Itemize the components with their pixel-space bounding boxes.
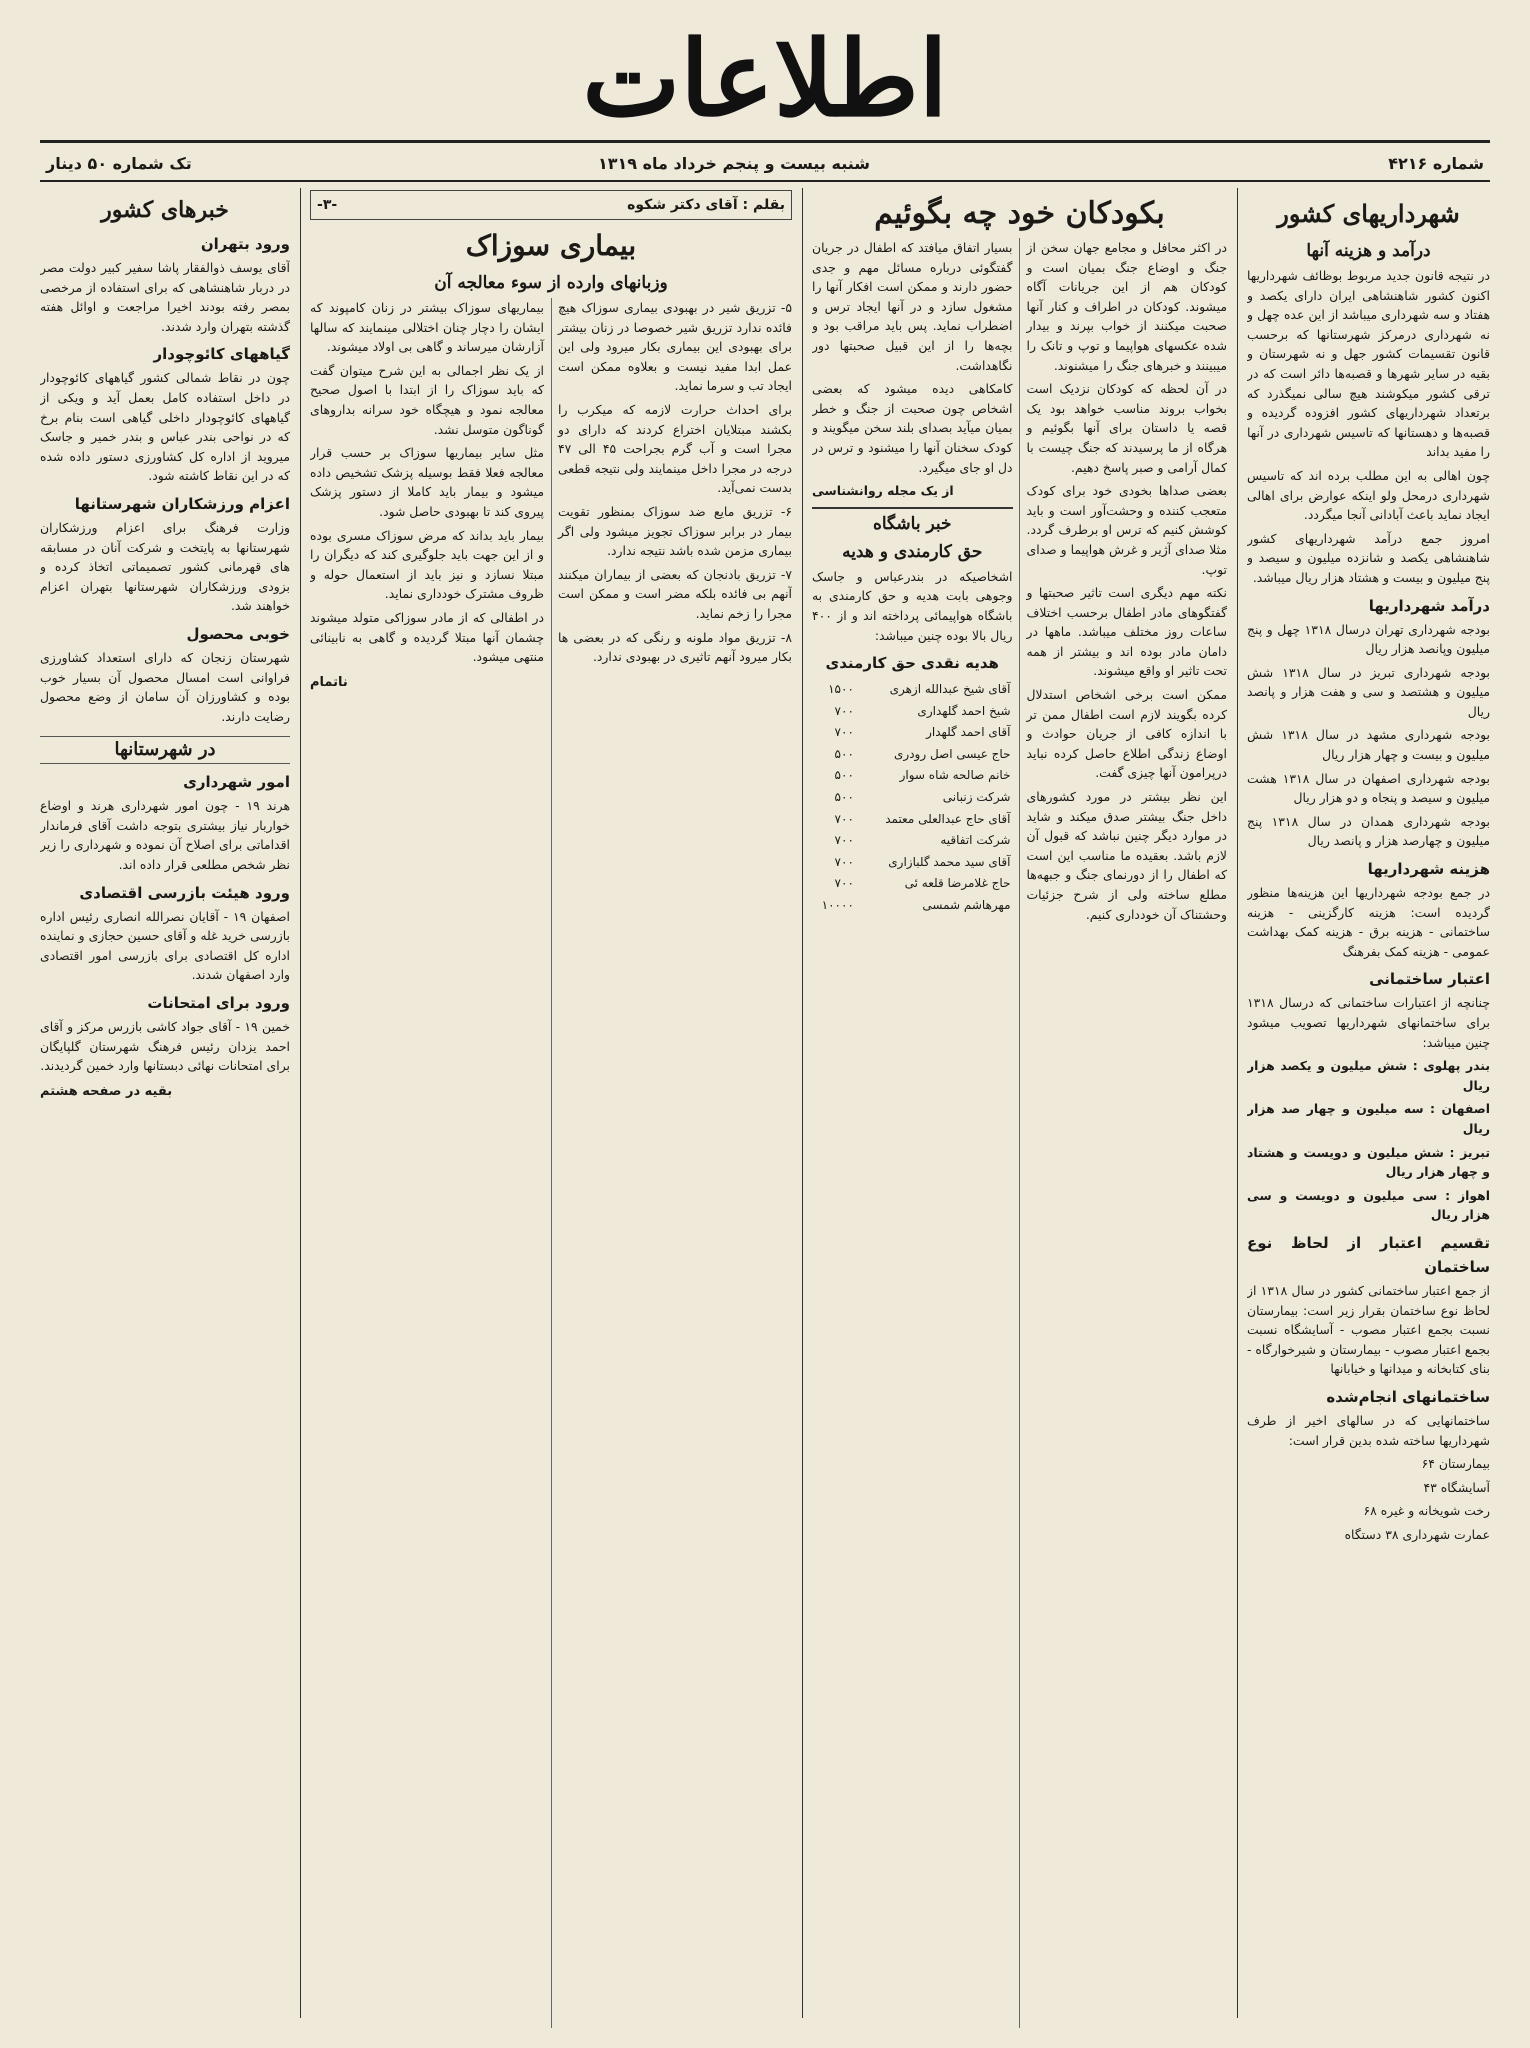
news-title: گیاههای کائوچودار <box>153 345 290 364</box>
paragraph: بعضی صداها بخودی خود برای کودک متعجب کننده و وحشت‌آور است و باید کوشش کنیم که ترس او برطرف گردد. مثلا صدای آژیر و غرش هواپیما و صدای توپ. <box>1026 483 1227 577</box>
box-list-title: هدیه نقدی حق کارمندی <box>825 654 999 673</box>
news-title: ورود بتهران <box>200 235 290 253</box>
club-news-box <box>812 507 1013 917</box>
paragraph: از یک نظر اجمالی به این شرح میتوان گفت که باید سوزاک را از ابتدا با اصول صحیح معالجه نمود و هیچگاه خود سرانه بداروهای گوناگون متوسل نشد. <box>310 362 544 437</box>
box-subtitle: حق کارمندی و هدیه <box>842 541 983 562</box>
section-heading: ساختمانهای انجام‌شده <box>1326 1387 1490 1406</box>
news-title: ورود برای امتحانات <box>147 994 290 1013</box>
attribution: از یک مجله روانشناسی <box>812 483 954 499</box>
paragraph: در جمع بودجه شهرداریها این هزینه‌ها منظور گردیده است: هزینه کارگزینی - هزینه ساختمانی - هزینه برق - هزینه کمک بهداشت عمومی - هزینه کمک بفرهنگ <box>1247 885 1490 959</box>
donor-name: حاج عیسی اصل رودری <box>894 746 1011 761</box>
paragraph: ساختمانهایی که در سالهای اخیر از طرف شهرداریها ساخته شده بدین قرار است: <box>1247 1412 1490 1448</box>
column-divider <box>1237 188 1238 2018</box>
donor-name: خانم صالحه شاه سوار <box>899 768 1011 783</box>
donor-amount: ۷۰۰ <box>834 876 854 891</box>
section-heading: اعتبار ساختمانی <box>1369 970 1490 989</box>
paragraph: ممکن است برخی اشخاص استدلال کرده بگویند لازم است اطفال ممن تر با اندازه کافی از جریان حوادث و اوضاع زندگی اطلاع حاصل کرده نباید درپرامون آنها چیزی گفت. <box>1026 687 1227 781</box>
donor-name: آقای حاج عبدالعلی معتمد <box>885 811 1011 826</box>
byline-bar <box>310 190 792 220</box>
column-divider <box>300 188 301 2018</box>
issue-price: تک شماره ۵۰ دینار <box>46 154 192 173</box>
income-item: بودجه شهرداری همدان در سال ۱۳۱۸ پنج میلیون و چهارصد هزار و پانصد ریال <box>1247 813 1490 849</box>
article-subhead: درآمد و هزینه آنها <box>1306 241 1431 261</box>
paragraph: چنانچه از اعتبارات ساختمانی که درسال ۱۳۱۸ برای ساختمانهای شهرداریها تصویب میشود چنین میباشد: <box>1247 995 1490 1050</box>
paragraph: بیمار باید بداند که مرض سوزاک مسری بوده و از این جهت باید جلوگیری کند که دیگران را مبتلا نسازد و نیز باید از استعمال حوله و ظروف مشترک خودداری نماید. <box>310 527 544 602</box>
article-headline: شهرداریهای کشور <box>1277 199 1460 228</box>
continued-note: بقیه در صفحه هشتم <box>40 1083 173 1099</box>
income-item: بودجه شهرداری تبریز در سال ۱۳۱۸ شش میلیون و هشتصد و سی و هفت هزار و پانصد ریال <box>1247 664 1490 719</box>
paragraph: ۵- تزریق شیر در بهبودی بیماری سوزاک هیچ فائده ندارد تزریق شیر خصوصا در زنان بیشتر برای بهبودی این بیماری بکار میرود ولی این عمل ابدا مفید نیست و بعلاوه ممکن است ایجاد تب و سرما نماید. <box>558 300 792 394</box>
news-text: شهرستان زنجان که دارای استعداد کشاورزی فراوانی است امسال محصول آن بسیار خوب بوده و کشاورزان آن سامان از وضع محصول رضایت دارند. <box>40 649 290 724</box>
donor-amount: ۷۰۰ <box>834 703 854 718</box>
table-row <box>812 873 1013 895</box>
article-headline: بکودکان خود چه بگوئیم <box>874 196 1165 231</box>
table-row <box>812 787 1013 809</box>
news-text: چون در نقاط شمالی کشور گیاههای کائوچودار در داخل استفاده کامل بعمل آید و ویکی از گیاههای کائوچودار داخلی گیاهی است بنام برخ که در نواحی بندر عباس و بندر خمیر و جاسک میروید از اداره کل کشاورزی دستور داده شده که در این نقاط کاشته شود. <box>40 370 290 484</box>
paragraph: امروز جمع درآمد شهرداریهای کشور شاهنشاهی یکصد و شانزده میلیون و سیصد و پنج میلیون و بیست و هشتاد هزار ریال میباشد. <box>1247 530 1490 585</box>
news-text: اصفهان ۱۹ - آقایان نصرالله انصاری رئیس اداره بازرسی خرید غله و آقای حسین حجازی و نماینده اداره کل اقتصادی برای بازرسی امور اقتصادی وارد اصفهان شدند. <box>40 908 290 983</box>
news-title: خوبی محصول <box>186 624 290 643</box>
article-subhead: وزبانهای وارده از سوء معالجه آن <box>434 273 668 293</box>
paragraph: در آن لحظه که کودکان نزدیک است بخواب بروند مناسب خواهد بود یک قصه یا داستان برای آنها بگوئیم و هرگاه از ما پرسیدند که جنگ چیست با کمال آرامی و صبر پاسخ دهیم. <box>1026 381 1227 475</box>
newspaper-page <box>40 17 1490 2030</box>
box-title: خبر باشگاه <box>872 513 952 534</box>
article-health <box>310 188 792 2028</box>
city-credit: بندر پهلوی : شش میلیون و یکصد هزار ریال <box>1247 1058 1490 1093</box>
city-credit: تبریز : شش میلیون و دویست و هشتاد و چهار هزار ریال <box>1247 1144 1490 1180</box>
table-row <box>812 809 1013 831</box>
donor-amount: ۱۰۰۰۰ <box>821 898 854 913</box>
donor-amount: ۱۵۰۰ <box>828 682 854 697</box>
donor-amount: ۵۰۰ <box>834 790 854 805</box>
table-row <box>812 679 1013 701</box>
paragraph: ۸- تزریق مواد ملونه و رنگی که در بعضی ها بکار میرود آنهم تاثیری در بهبودی ندارد. <box>558 629 792 665</box>
city-credit: اصفهان : سه میلیون و چهار صد هزار ریال <box>1247 1101 1490 1136</box>
paragraph: این نظر بیشتر در مورد کشورهای داخل جنگ بیشتر صدق میکند و شاید در موارد دیگر چنین نباشد که قبول آن لازم باشد. بعقیده ما مناسب این است که اطفال را از دورنمای جنگ و جبهه‌ها مطلع ساخته ولی از شرح جزئیات وحشتناک آن خودداری کنیم. <box>1026 789 1227 922</box>
donor-amount: ۷۰۰ <box>834 725 854 740</box>
donor-name: آقای احمد گلهدار <box>926 725 1011 740</box>
paragraph: در اکثر محافل و مجامع جهان سخن از جنگ و اوضاع جنگ بمیان است و کودکان هم از این جریانات آگاه میشوند. کودکان در اطراف و کنار آنها صحبت میکنند از خواب بپرند و بیدار شده عکسهای هواپیما و توپ و تانک را میبینند و خبرهای جنگ را میشنوند. <box>1026 240 1227 373</box>
paragraph: چون اهالی به این مطلب برده اند که تاسیس شهرداری درمحل ولو اینکه عوارض برای اهالی ایجاد نماید باعث آبادانی آنجا میگردد. <box>1247 467 1490 523</box>
income-item: بودجه شهرداری مشهد در سال ۱۳۱۸ شش میلیون و بیست و چهار هزار ریال <box>1247 727 1490 763</box>
continued-note: ناتمام <box>310 674 348 690</box>
masthead-rule-bottom <box>40 180 1490 182</box>
country-news <box>40 188 290 2028</box>
news-title: امور شهرداری <box>183 773 290 792</box>
masthead-rule-top <box>40 140 1490 143</box>
city-credit: اهواز : سی میلیون و دویست و سی هزار ریال <box>1247 1187 1490 1223</box>
table-row <box>812 852 1013 874</box>
section-heading: تقسیم اعتبار از لحاظ نوع ساختمان <box>1247 1233 1490 1276</box>
column-divider <box>802 188 803 2018</box>
donor-name: شیخ احمد گلهداری <box>917 703 1011 718</box>
donor-table <box>812 679 1013 917</box>
donor-name: آقای سید محمد گلبازاری <box>888 854 1011 869</box>
paragraph: نکته مهم دیگری است تاثیر صحبتها و گفتگوهای مادر اطفال برحسب اختلاف ساعات روز مختلف میباشد. ماهها در دامان مادر بوده اند و بیشتر از همه تحت تاثیر او واقع میشوند. <box>1026 585 1227 679</box>
news-text: خمین ۱۹ - آقای جواد کاشی بازرس مرکز و آقای احمد یزدان رئیس فرهنگ شهرستان گلپایگان برای امتحانات نهائی دبستانها وارد خمین گردیدند. <box>40 1019 290 1074</box>
paragraph: از جمع اعتبار ساختمانی کشور در سال ۱۳۱۸ از لحاظ نوع ساختمان بقرار زیر است: بیمارستان نسبت بجمع اعتبار مصوب - آسایشگاه نسبت بجمع اعتبار مصوب - بیمارستان و شیرخوارگاه - بنای کتابخانه و میدانها و خیابانها <box>1247 1282 1490 1377</box>
donor-amount: ۵۰۰ <box>834 746 854 761</box>
issue-number: شماره ۴۲۱۶ <box>1388 154 1484 173</box>
donor-name: آقای شیخ عبدالله ازهری <box>889 682 1011 697</box>
paragraph: بسیار اتفاق میافتد که اطفال در جریان گفتگوئی درباره مسائل مهم و جدی حضور دارند و ممکن است افکار آنها را مشغول سازد و در آنها ایجاد ترس و اضطراب نماید. پس باید مراقب بود و بچه‌ها را از این قبیل صحبتها دور نگاهداشت. <box>812 240 1013 373</box>
issue-date: شنبه بیست و پنجم خرداد ماه ۱۳۱۹ <box>597 154 870 173</box>
section-heading: در شهرستانها <box>40 736 290 764</box>
masthead <box>40 17 1490 140</box>
table-row <box>812 701 1013 723</box>
donor-name: مهرهاشم شمسی <box>922 898 1011 913</box>
section-title: خبرهای کشور <box>101 197 229 223</box>
done-item: رخت شویخانه و غیره ۶۸ <box>1363 1503 1490 1519</box>
donor-amount: ۷۰۰ <box>834 811 854 826</box>
done-item: آسایشگاه ۴۳ <box>1423 1479 1490 1495</box>
income-item: بودجه شهرداری اصفهان در سال ۱۳۱۸ هشت میلیون و سیصد و پنجاه و دو هزار ریال <box>1247 770 1490 806</box>
paragraph: برای احداث حرارت لازمه که میکرب را بکشند مبتلایان اختراع کردند که دارای دو مجرا است و آب گرم بجراحت ۴۵ الی ۴۷ درجه در مجرا داخل مینمایند ولی نتیجه قطعی بدست نمی‌آید. <box>558 401 792 496</box>
page-number: -۳- <box>317 197 338 213</box>
donor-name: شرکت اتفاقیه <box>940 833 1011 848</box>
section-heading: درآمد شهرداریها <box>1368 596 1490 615</box>
news-title: ورود هیئت بازرسی اقتصادی <box>79 883 290 902</box>
donor-amount: ۷۰۰ <box>834 854 854 869</box>
paragraph: ۶- تزریق مایع ضد سوزاک بمنظور تقویت بیمار در برابر سوزاک تجویز میشود ولی اگر بیماری مزمن شده باشد نتیجه ندارد. <box>558 503 792 559</box>
newspaper-title: اطلاعات <box>582 17 948 140</box>
paragraph: کامکاهی دیده میشود که بعضی اشخاص چون صحبت از جنگ و خطر بمیان میآید بصدای بلند سخن میگویند و کودک سخنان آنها را میشنود و ترس در دل او جای میگیرد. <box>812 381 1013 475</box>
donor-name: شرکت زنبانی <box>942 790 1011 805</box>
paragraph: در اطفالی که از مادر سوزاکی متولد میشوند چشمان آنها مبتلا گردیده و گاهی به نابینائی منتهی میشود. <box>310 609 544 665</box>
article-headline: بیماری سوزاک <box>465 229 637 262</box>
news-title: اعزام ورزشکاران شهرستانها <box>74 494 290 513</box>
paragraph: مثل سایر بیماریها سوزاک بر حسب قرار معالجه فعلا فقط بوسیله پزشک تشخیص داده میشود و بیمار باید کاملا از دستور پزشک پیروی کند تا بهبودی حاصل شود. <box>310 445 544 519</box>
paragraph: اشخاصیکه در بندرعباس و جاسک وجوهی بابت هدیه و حق کارمندی به باشگاه هواپیمائی پرداخته اند و از ۴۰۰ ریال بالا بوده چنین میباشد: <box>812 568 1013 643</box>
paragraph: بیماریهای سوزاک بیشتر در زنان کامپوند که ایشان را دچار چنان اختلالی مینمایند که سالها آزارشان میرساند و گاهی بی اولاد میشوند. <box>310 300 544 355</box>
donor-amount: ۵۰۰ <box>834 768 854 783</box>
done-item: بیمارستان ۶۴ <box>1421 1456 1490 1472</box>
donor-amount: ۷۰۰ <box>834 833 854 848</box>
paragraph: در نتیجه قانون جدید مربوط بوظائف شهرداریها اکنون کشور شاهنشاهی ایران دارای یکصد و هفتاد و سه شهرداری میباشد از این عده چهل و نه شهرداری درمرکز شهرستانها که برحسب قانون تقسیمات کشور جهل و نه شهرستان و بقیه در سایر شهرها و قصبه‌ها دائر است که در ترقی کشور میکوشند هیچ سالی نمیگذرد که برتعداد شهرداریهای کشور افزوده گردیده و قصبه‌ها و دهستانها که تاسیس شهرداری در آنها را مفید بداند <box>1247 268 1490 460</box>
table-row <box>812 744 1013 766</box>
news-text: آقای یوسف ذوالفقار پاشا سفیر کبیر دولت مصر در دربار شاهنشاهی که برای استفاده از مرخصی بمصر رفته بودند اخیرا مراجعت و اوائل هفته گذشته بتهران وارد شدند. <box>40 260 290 334</box>
table-row <box>812 830 1013 852</box>
byline: بقلم : آقای دکتر شکوه <box>627 197 785 213</box>
done-item: عمارت شهرداری ۳۸ دستگاه <box>1344 1526 1490 1542</box>
article-children <box>812 188 1227 2028</box>
news-text: وزارت فرهنگ برای اعزام ورزشکاران شهرستانها به پایتخت و شرکت آنان در مسابقه های قهرمانی کشور تصمیماتی اتخاذ کرده و بزودی ورزشکاران شهرستانها بتهران اعزام خواهند شد. <box>40 519 290 614</box>
table-row <box>812 722 1013 744</box>
income-item: بودجه شهرداری تهران درسال ۱۳۱۸ چهل و پنج میلیون وپانصد هزار ریال <box>1247 621 1490 657</box>
news-text: هرند ۱۹ - چون امور شهرداری هرند و اوضاع خواربار نیاز بیشتری بتوجه داشت آقای فرماندار اقداماتی برای اصلاح آن نموده و شهرداری را زیر نظر شخص مطلعی قرار داده اند. <box>40 798 290 873</box>
table-row <box>812 895 1013 917</box>
table-row <box>812 765 1013 787</box>
paragraph: ۷- تزریق بادنجان که بعضی از بیماران میکنند آنهم بی فائده بلکه مضر است و ممکن است مجرا را زخم نماید. <box>558 566 792 621</box>
section-heading: هزینه شهرداریها <box>1367 860 1490 879</box>
donor-name: حاج غلامرضا قلعه ئی <box>904 876 1011 891</box>
info-bar <box>40 148 1490 178</box>
article-municipalities <box>1247 188 1490 2028</box>
